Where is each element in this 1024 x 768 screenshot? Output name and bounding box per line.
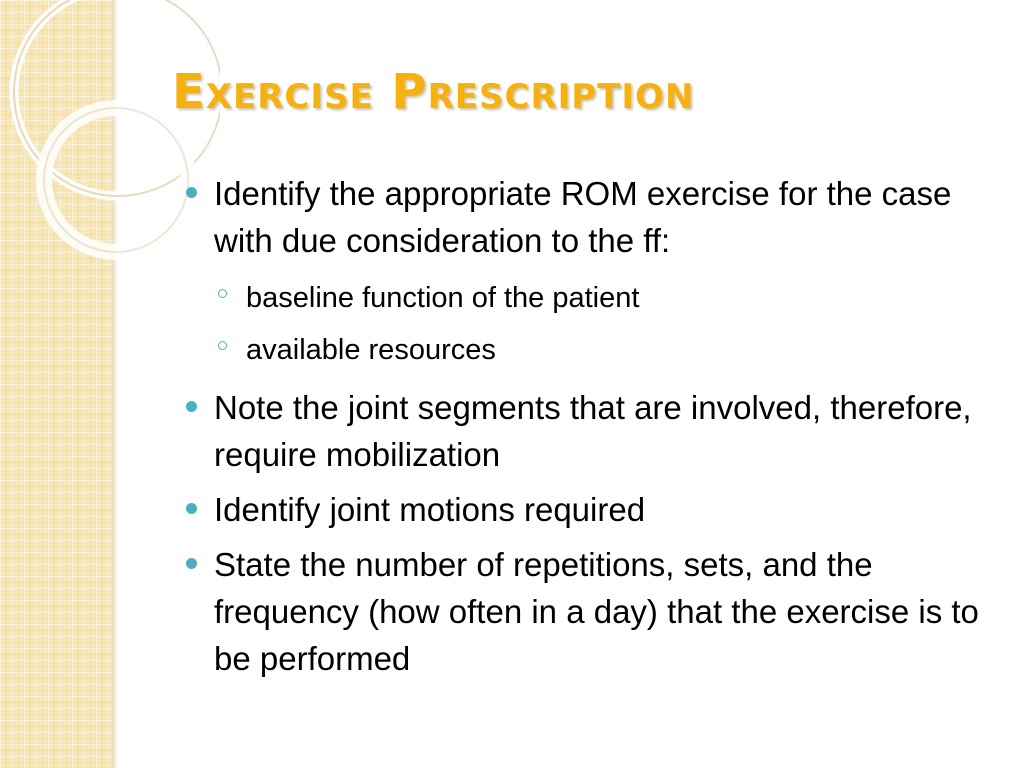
- sub-bullet-ring-icon: [218, 289, 227, 298]
- sub-bullet-item: [214, 272, 1006, 324]
- bullet-item: [186, 541, 1006, 682]
- bullet-item: [186, 384, 1006, 478]
- slide-title: Exercise Prescription: [172, 64, 695, 120]
- bullet-text: State the number of repetitions, sets, and the frequency (how often in a day) that the exercise is to be performed: [214, 546, 979, 677]
- sub-bullet-text: available resources: [246, 334, 496, 366]
- sub-bullet-list: [214, 272, 1006, 376]
- sub-bullet-item: [214, 324, 1006, 376]
- sub-bullet-ring-icon: [218, 341, 227, 350]
- bullet-dot-icon: [186, 187, 197, 198]
- bullet-item: [186, 486, 1006, 533]
- bullet-text: Note the joint segments that are involved, therefore, require mobilization: [214, 389, 972, 473]
- sub-bullet-text: baseline function of the patient: [246, 282, 640, 314]
- bullet-text: Identify the appropriate ROM exercise for the case with due consideration to the ff:: [214, 175, 952, 259]
- bullet-text: Identify joint motions required: [214, 491, 646, 528]
- bullet-dot-icon: [186, 503, 197, 514]
- bullet-dot-icon: [186, 558, 197, 569]
- bullet-dot-icon: [186, 401, 197, 412]
- bullet-list: [186, 170, 1006, 682]
- bullet-item: [186, 170, 1006, 376]
